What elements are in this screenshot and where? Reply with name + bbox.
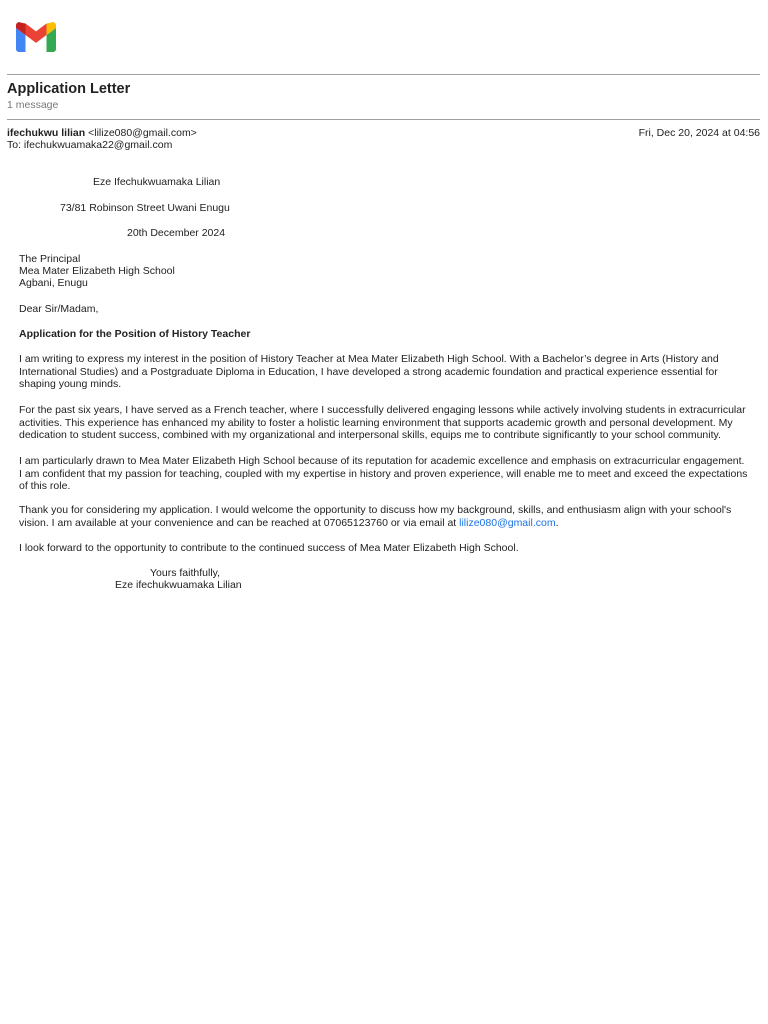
salutation: Dear Sir/Madam, <box>19 303 99 315</box>
recipient-location: Agbani, Enugu <box>19 277 88 289</box>
paragraph-intro: I am writing to express my interest in the position of History Teacher at Mea Mater Elizabeth High School. With a Bachelor’s degree in Arts (History and International Studies) and a Postgraduate Diploma in Education, I have developed a strong academic foundation and practical experience essential for shaping young minds. <box>19 353 719 391</box>
contact-text-end: . <box>555 516 559 529</box>
subject-divider <box>7 119 760 120</box>
contact-email-link[interactable]: lilize080@gmail.com <box>459 516 556 529</box>
sender-email[interactable]: <lilize080@gmail.com> <box>88 127 197 139</box>
message-count: 1 message <box>7 99 59 111</box>
recipient-line: To: ifechukwuamaka22@gmail.com <box>7 139 173 151</box>
recipient-school: Mea Mater Elizabeth High School <box>19 265 175 277</box>
paragraph-closing: I look forward to the opportunity to contribute to the continued success of Mea Mater Elizabeth High School. <box>19 542 519 554</box>
contact-text: Thank you for considering my application. I would welcome the opportunity to discuss how my background, skills, and enthusiasm align with your school's vision. I am available at your convenience and can be reached at 07065123760 or via email at <box>19 504 732 529</box>
message-date: Fri, Dec 20, 2024 at 04:56 <box>638 127 760 139</box>
sender-line <box>7 127 197 139</box>
gmail-logo-icon <box>16 22 56 52</box>
sender-name: ifechukwu lilian <box>7 127 86 139</box>
letter-heading: Application for the Position of History Teacher <box>19 328 251 340</box>
paragraph-contact <box>19 504 749 529</box>
closing-phrase: Yours faithfully, <box>150 567 221 579</box>
letter-sender-name: Eze Ifechukwuamaka Lilian <box>93 176 221 188</box>
letter-date: 20th December 2024 <box>127 227 226 239</box>
recipient-title: The Principal <box>19 253 81 265</box>
paragraph-motivation: I am particularly drawn to Mea Mater Elizabeth High School because of its reputation for academic excellence and emphasis on extracurricular engagement. I am confident that my passion for teaching, coupled with my expertise in history and proven experience, will enable me to meet and exceed the expectations of this role. <box>19 455 748 493</box>
paragraph-experience: For the past six years, I have served as a French teacher, where I successfully delivered engaging lessons while actively involving students in extracurricular activities. This experience has enhanced my ability to foster a holistic learning environment that supports academic growth and personal development. My dedication to student success, combined with my organizational and interpersonal skills, equips me to contribute significantly to your school community. <box>19 404 746 442</box>
thread-subject: Application Letter <box>7 81 131 97</box>
header-divider <box>7 74 760 75</box>
signature-name: Eze ifechukwuamaka Lilian <box>115 579 242 591</box>
letter-sender-address: 73/81 Robinson Street Uwani Enugu <box>60 202 230 214</box>
